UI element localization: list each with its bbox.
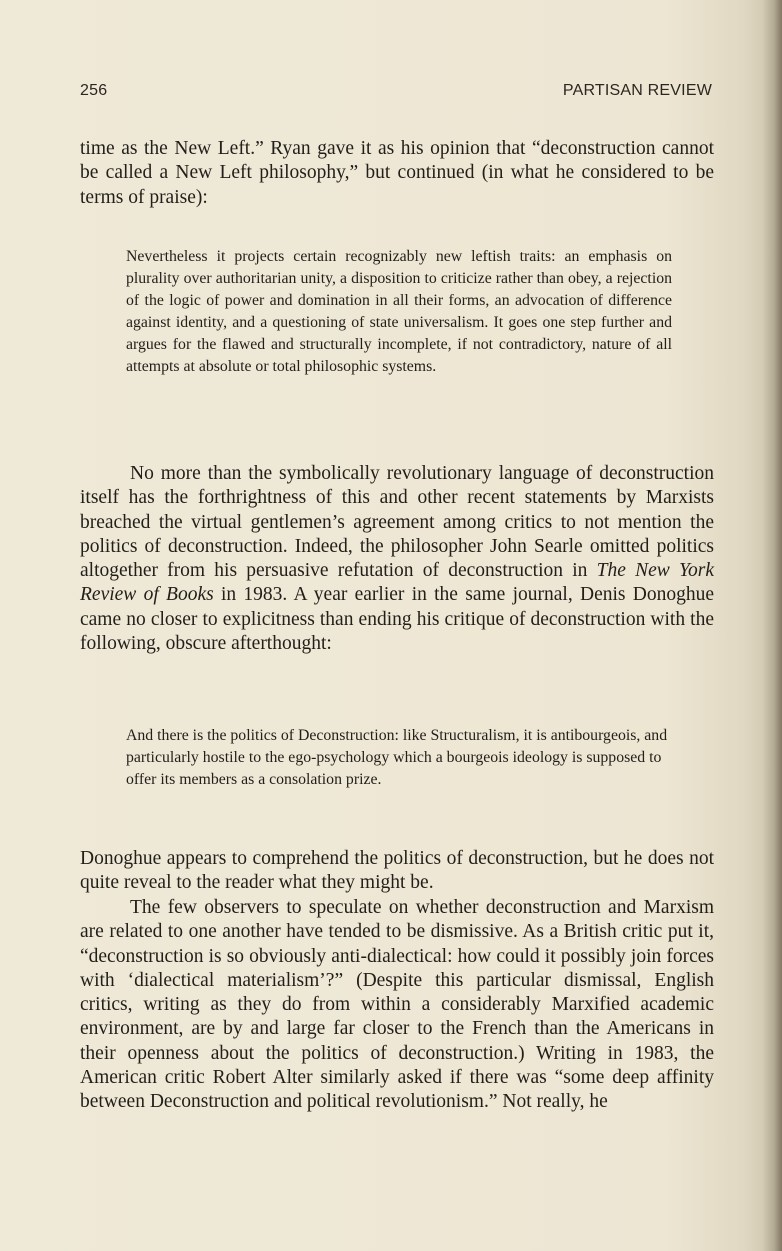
paragraph-2 — [80, 462, 714, 656]
block-quote-2: And there is the politics of Deconstruction: like Structuralism, it is antibourgeois, and particularly hostile to the ego-psychology which a bourgeois ideology is supposed to offer its members as a consolation prize. — [126, 727, 668, 788]
publication-title: The New York Review of Books — [80, 560, 714, 606]
page-number: 256 — [80, 82, 108, 99]
paragraph-3 — [80, 847, 714, 896]
paragraph-2-before-title: No more than the symbolically revolutionary language of deconstruction itself has the forthrightness of this and other recent statements by Marxists breached the virtual gentlemen’s agreement among critics to not mention the politics of deconstruction. Indeed, the philosopher John Searle omitted politics altogether from his persuasive refutation of deconstruction in — [80, 463, 714, 582]
paragraph-1-text: time as the New Left.” Ryan gave it as his opinion that “deconstruction cannot be called a New Left philosophy,” but continued (in what he considered to be terms of praise): — [80, 138, 714, 208]
block-quote-1: Nevertheless it projects certain recognizably new leftish traits: an emphasis on plurality over authoritarian unity, a disposition to criticize rather than obey, a rejection of the logic of power and domination in all their forms, an advocation of difference against identity, and a questioning of state universalism. It goes one step further and argues for the flawed and structurally incomplete, if not contradictory, nature of all attempts at absolute or total philosophic systems. — [126, 248, 672, 375]
running-head: PARTISAN REVIEW — [562, 82, 712, 99]
paragraph-1 — [80, 137, 714, 210]
paragraph-2-text — [80, 462, 714, 656]
page-header — [80, 82, 712, 106]
paragraph-4 — [80, 896, 714, 1115]
page-edge-shadow — [762, 0, 782, 1251]
paragraph-4-text: The few observers to speculate on whether deconstruction and Marxism are related to one another have tended to be dismissive. As a British critic put it, “deconstruction is so obviously anti-dialectical: how could it possibly join forces with ‘dialectical materialism’?” (Despite this particular dismissal, English critics, writing as they do from within a considerably Marxified academic environment, are by and large far closer to the French than the Americans in their openness about the politics of deconstruction.) Writing in 1983, the American critic Robert Alter similarly asked if there was “some deep affinity between Deconstruction and political revolutionism.” Not really, he — [80, 897, 714, 1113]
paragraph-2-after-title: in 1983. A year earlier in the same journal, Denis Donoghue came no closer to explicitness than ending his critique of deconstruction with the following, obscure afterthought: — [80, 584, 714, 655]
paragraph-3-text: Donoghue appears to comprehend the politics of deconstruction, but he does not quite reveal to the reader what they might be. — [80, 848, 714, 894]
